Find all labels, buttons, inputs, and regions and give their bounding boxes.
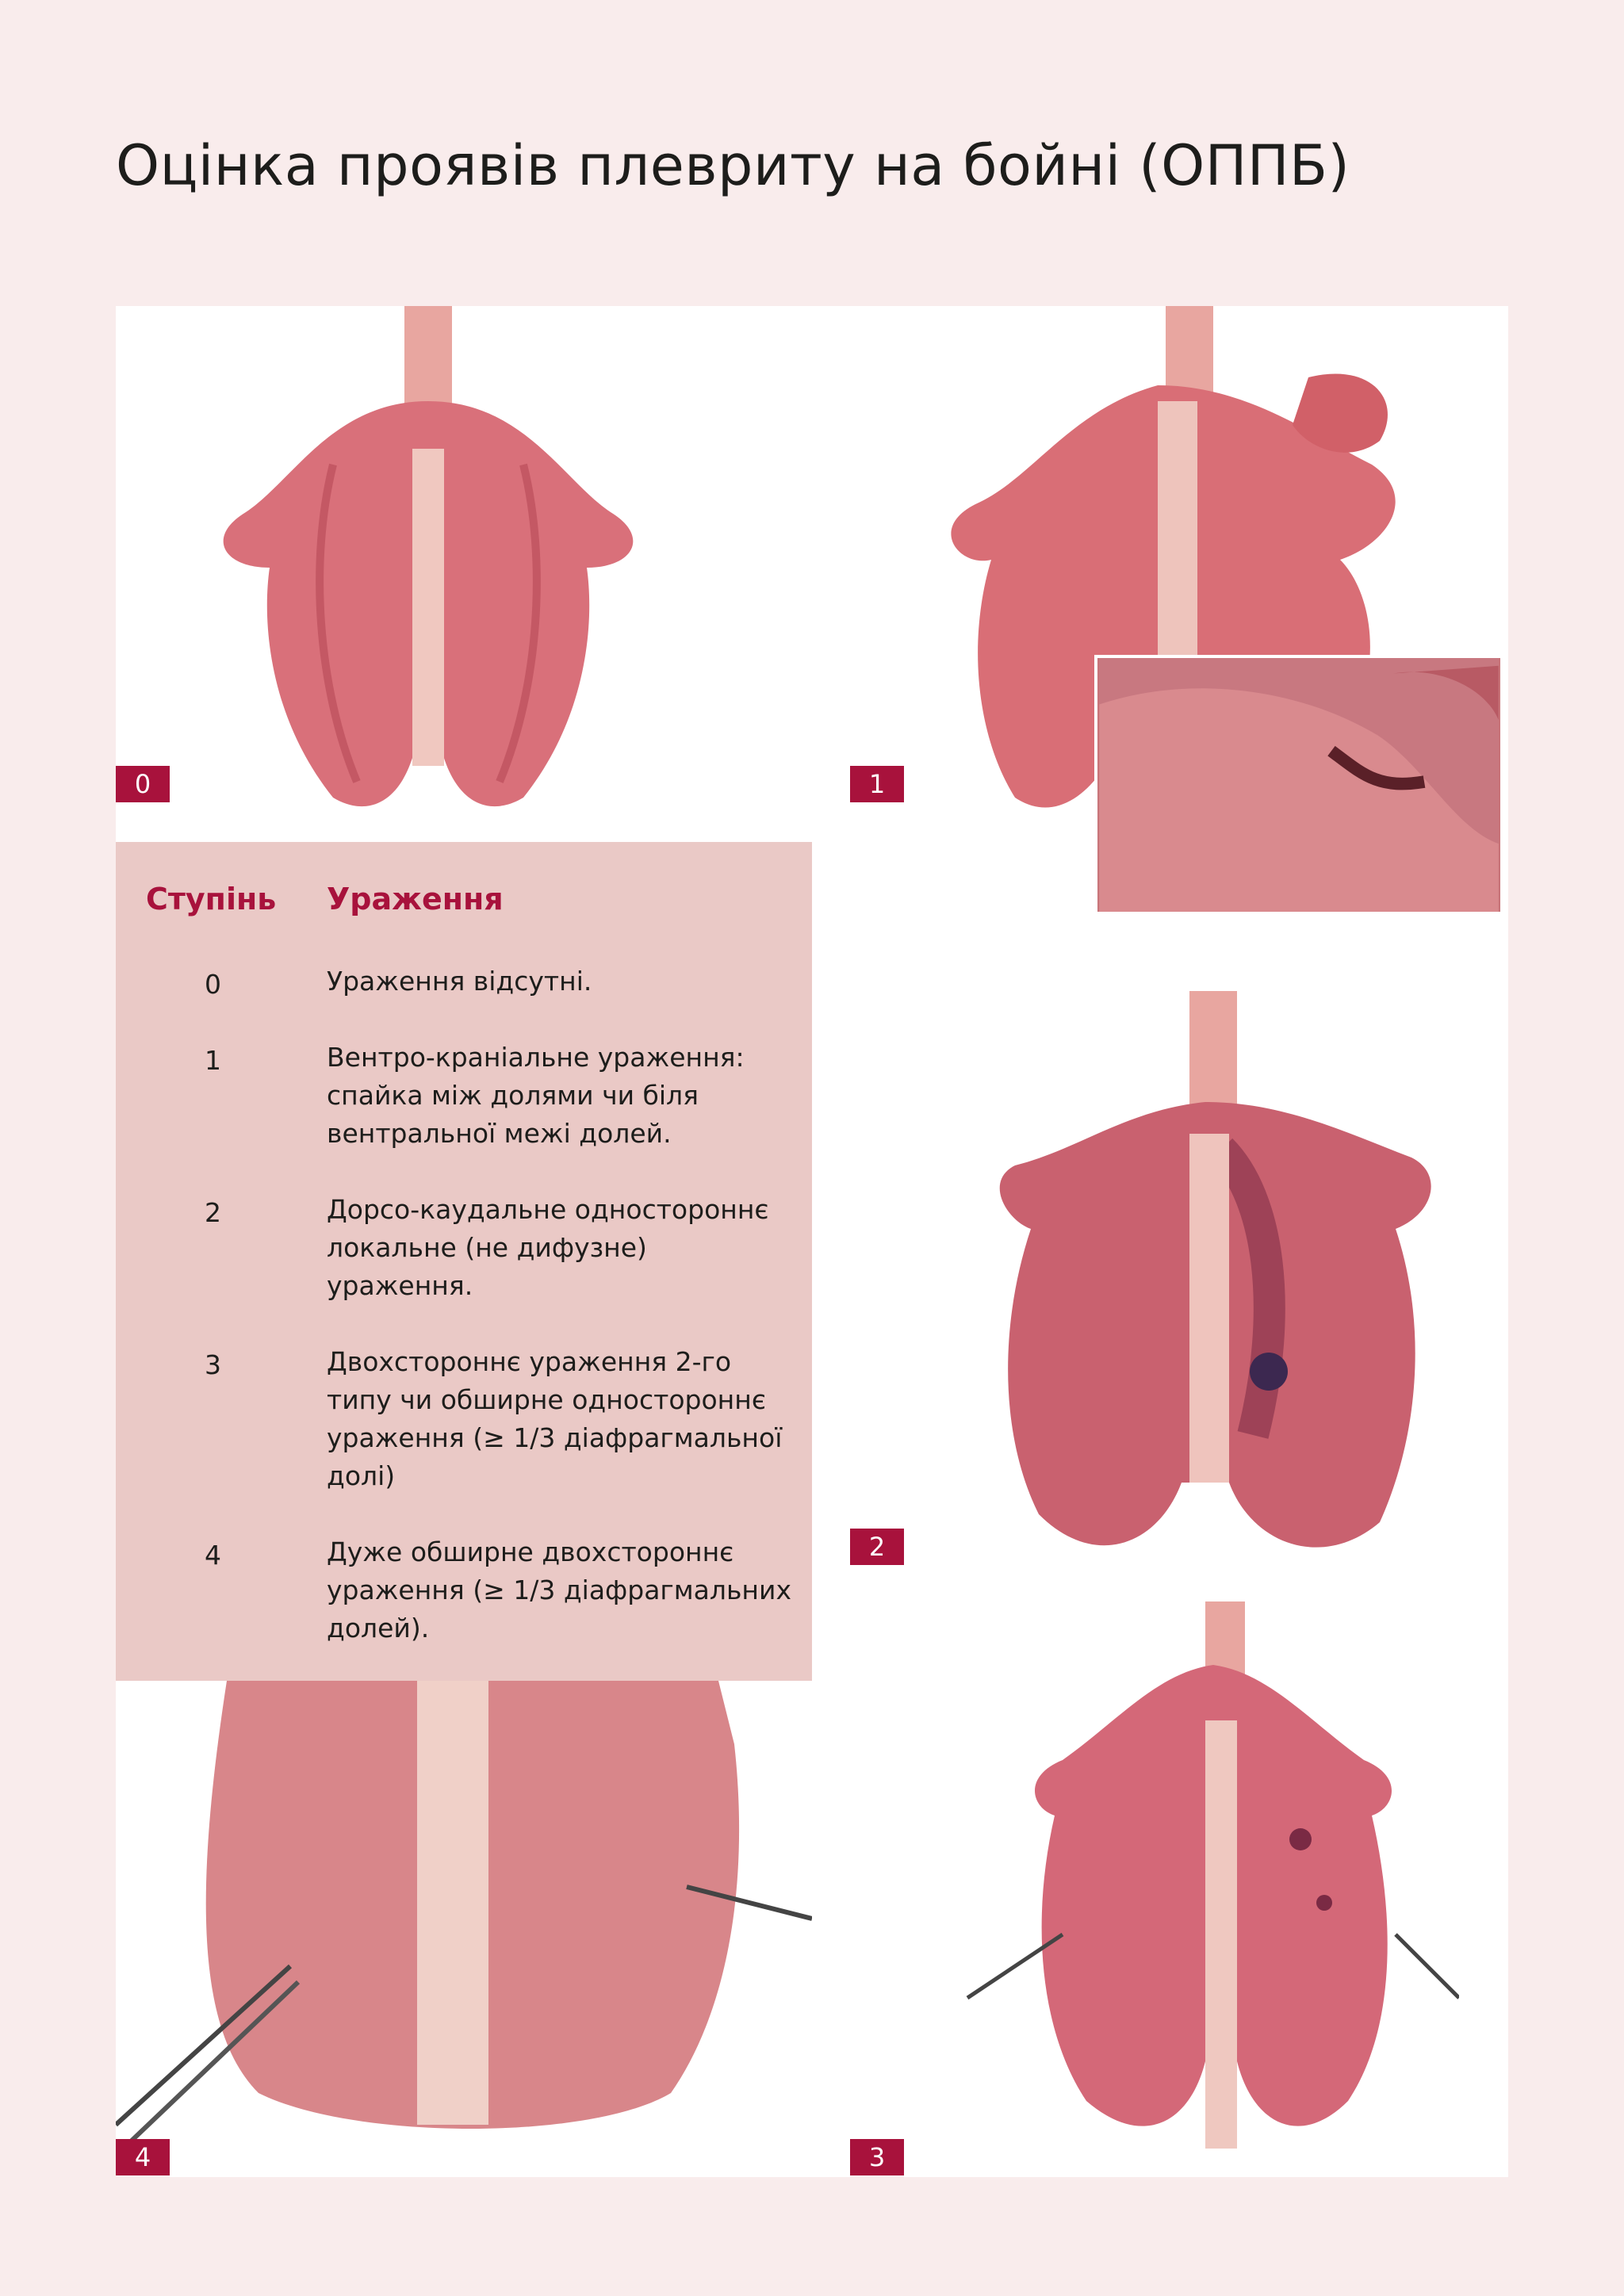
badge-grade-1: 1 xyxy=(850,766,904,802)
table-row-description: Дуже обширне двохстороннє ураження (≥ 1/3 діафрагмальних долей). xyxy=(327,1536,791,1644)
badge-grade-3: 3 xyxy=(850,2139,904,2175)
table-header-degree: Ступінь xyxy=(146,882,277,916)
table-row-degree: 2 xyxy=(205,1197,221,1228)
lung-photo-grade-4 xyxy=(116,1681,812,2177)
table-row-degree: 0 xyxy=(205,969,221,1000)
table-row-degree: 4 xyxy=(205,1540,221,1571)
table-row-degree: 1 xyxy=(205,1045,221,1076)
badge-grade-2: 2 xyxy=(850,1529,904,1565)
lung-photo-grade-0 xyxy=(174,306,682,829)
lung-photo-grade-1-closeup xyxy=(1094,655,1503,915)
table-row-description: Дорсо-каудальне одностороннє локальне (не дифузне) ураження. xyxy=(327,1194,769,1301)
table-row-description: Ураження відсутні. xyxy=(327,966,592,997)
table-row-degree: 3 xyxy=(205,1349,221,1380)
table-row-description: Двохстороннє ураження 2-го типу чи обширне одностороннє ураження (≥ 1/3 діафрагмальної долі) xyxy=(327,1346,783,1491)
table-row-description: Вентро-краніальне ураження: спайка між долями чи біля вентральної межі долей. xyxy=(327,1042,745,1149)
lung-photo-grade-3 xyxy=(952,1601,1459,2177)
table-header-lesion: Ураження xyxy=(327,882,504,916)
badge-grade-0: 0 xyxy=(116,766,170,802)
badge-grade-4: 4 xyxy=(116,2139,170,2175)
page-title: Оцінка проявів плевриту на бойні (ОППБ) xyxy=(116,133,1350,198)
lung-photo-grade-2 xyxy=(967,991,1459,1578)
